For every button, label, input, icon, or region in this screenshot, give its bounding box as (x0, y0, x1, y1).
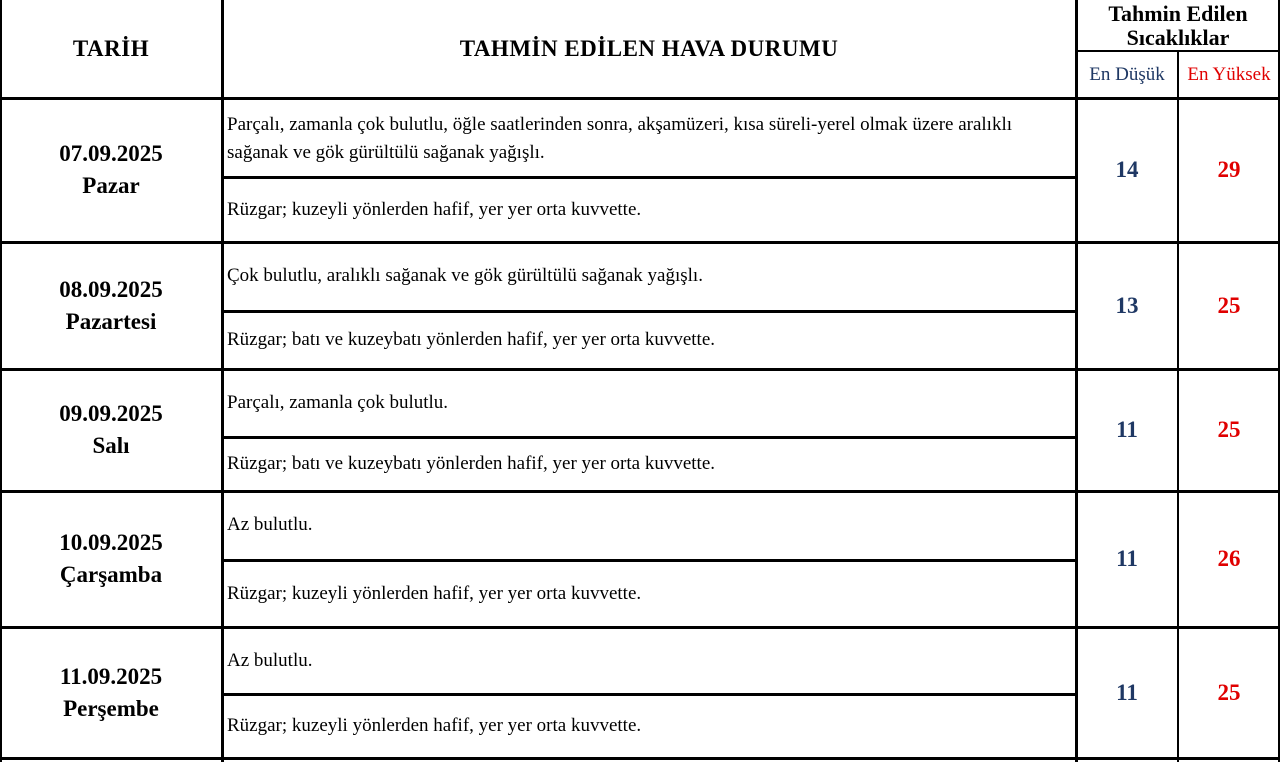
high-temp-header: En Yüksek (1187, 64, 1271, 85)
grid-line (1075, 50, 1280, 52)
grid-line (222, 310, 1076, 313)
grid-line (1075, 0, 1078, 762)
temperature-header-line2: Sıcaklıklar (1126, 25, 1230, 50)
date-cell (0, 627, 222, 758)
date-cell (0, 98, 222, 242)
date-value: 08.09.2025 (59, 276, 163, 302)
forecast-column-header: TAHMİN EDİLEN HAVA DURUMU (459, 36, 839, 61)
date-cell (0, 369, 222, 491)
grid-line (0, 626, 1280, 629)
date-cell (0, 491, 222, 627)
date-column-header: TARİH (72, 36, 150, 61)
wind-description: Rüzgar; kuzeyli yönlerden hafif, yer yer orta kuvvette. (227, 198, 642, 220)
low-temp-header: En Düşük (1089, 64, 1165, 85)
grid-line (1177, 50, 1179, 762)
high-temp-value: 29 (1217, 157, 1241, 182)
weather-description: Az bulutlu. (227, 514, 313, 535)
weather-description: Az bulutlu. (227, 650, 313, 671)
weather-description: Parçalı, zamanla çok bulutlu. (227, 392, 449, 413)
low-temp-value: 11 (1116, 417, 1138, 442)
weekday-value: Pazar (82, 173, 140, 198)
wind-description: Rüzgar; batı ve kuzeybatı yönlerden hafif, yer yer orta kuvvette. (227, 329, 715, 350)
date-cell (0, 242, 222, 369)
low-temp-value: 11 (1116, 546, 1138, 571)
low-temp-value: 13 (1115, 292, 1139, 318)
grid-line (0, 757, 1280, 760)
weekday-value: Çarşamba (59, 562, 163, 587)
weekday-value: Pazartesi (65, 308, 157, 334)
grid-line (222, 559, 1076, 562)
weekday-value: Salı (92, 433, 130, 458)
grid-line (0, 490, 1280, 493)
grid-line (222, 436, 1076, 439)
grid-line (0, 0, 2, 762)
high-temp-value: 25 (1217, 292, 1241, 318)
grid-line (0, 368, 1280, 371)
date-value: 11.09.2025 (59, 663, 163, 689)
high-temp-value: 26 (1217, 546, 1241, 571)
high-temp-value: 25 (1217, 679, 1241, 705)
weekday-value: Perşembe (63, 695, 159, 721)
grid-line (222, 176, 1076, 179)
grid-line (221, 0, 224, 762)
low-temp-value: 14 (1115, 157, 1139, 182)
grid-line (222, 693, 1076, 696)
low-temp-value: 11 (1116, 679, 1138, 705)
date-value: 07.09.2025 (59, 141, 163, 166)
weather-description: Parçalı, zamanla çok bulutlu, öğle saatlerinden sonra, akşamüzeri, kısa süreli-yerel olmak üzere aralıklı sağanak ve gök gürültülü sağanak yağışlı. (227, 114, 1013, 163)
wind-description: Rüzgar; kuzeyli yönlerden hafif, yer yer orta kuvvette. (227, 715, 642, 736)
temperature-column-header (1076, 0, 1280, 52)
grid-line (0, 97, 1280, 100)
date-value: 09.09.2025 (59, 401, 163, 426)
high-temp-value: 25 (1217, 417, 1241, 442)
date-value: 10.09.2025 (59, 530, 163, 555)
temperature-header-line1: Tahmin Edilen (1108, 1, 1248, 26)
weather-description: Çok bulutlu, aralıklı sağanak ve gök gürültülü sağanak yağışlı. (227, 265, 703, 286)
wind-description: Rüzgar; kuzeyli yönlerden hafif, yer yer orta kuvvette. (227, 582, 642, 604)
grid-line (0, 241, 1280, 244)
wind-description: Rüzgar; batı ve kuzeybatı yönlerden hafif, yer yer orta kuvvette. (227, 453, 715, 474)
